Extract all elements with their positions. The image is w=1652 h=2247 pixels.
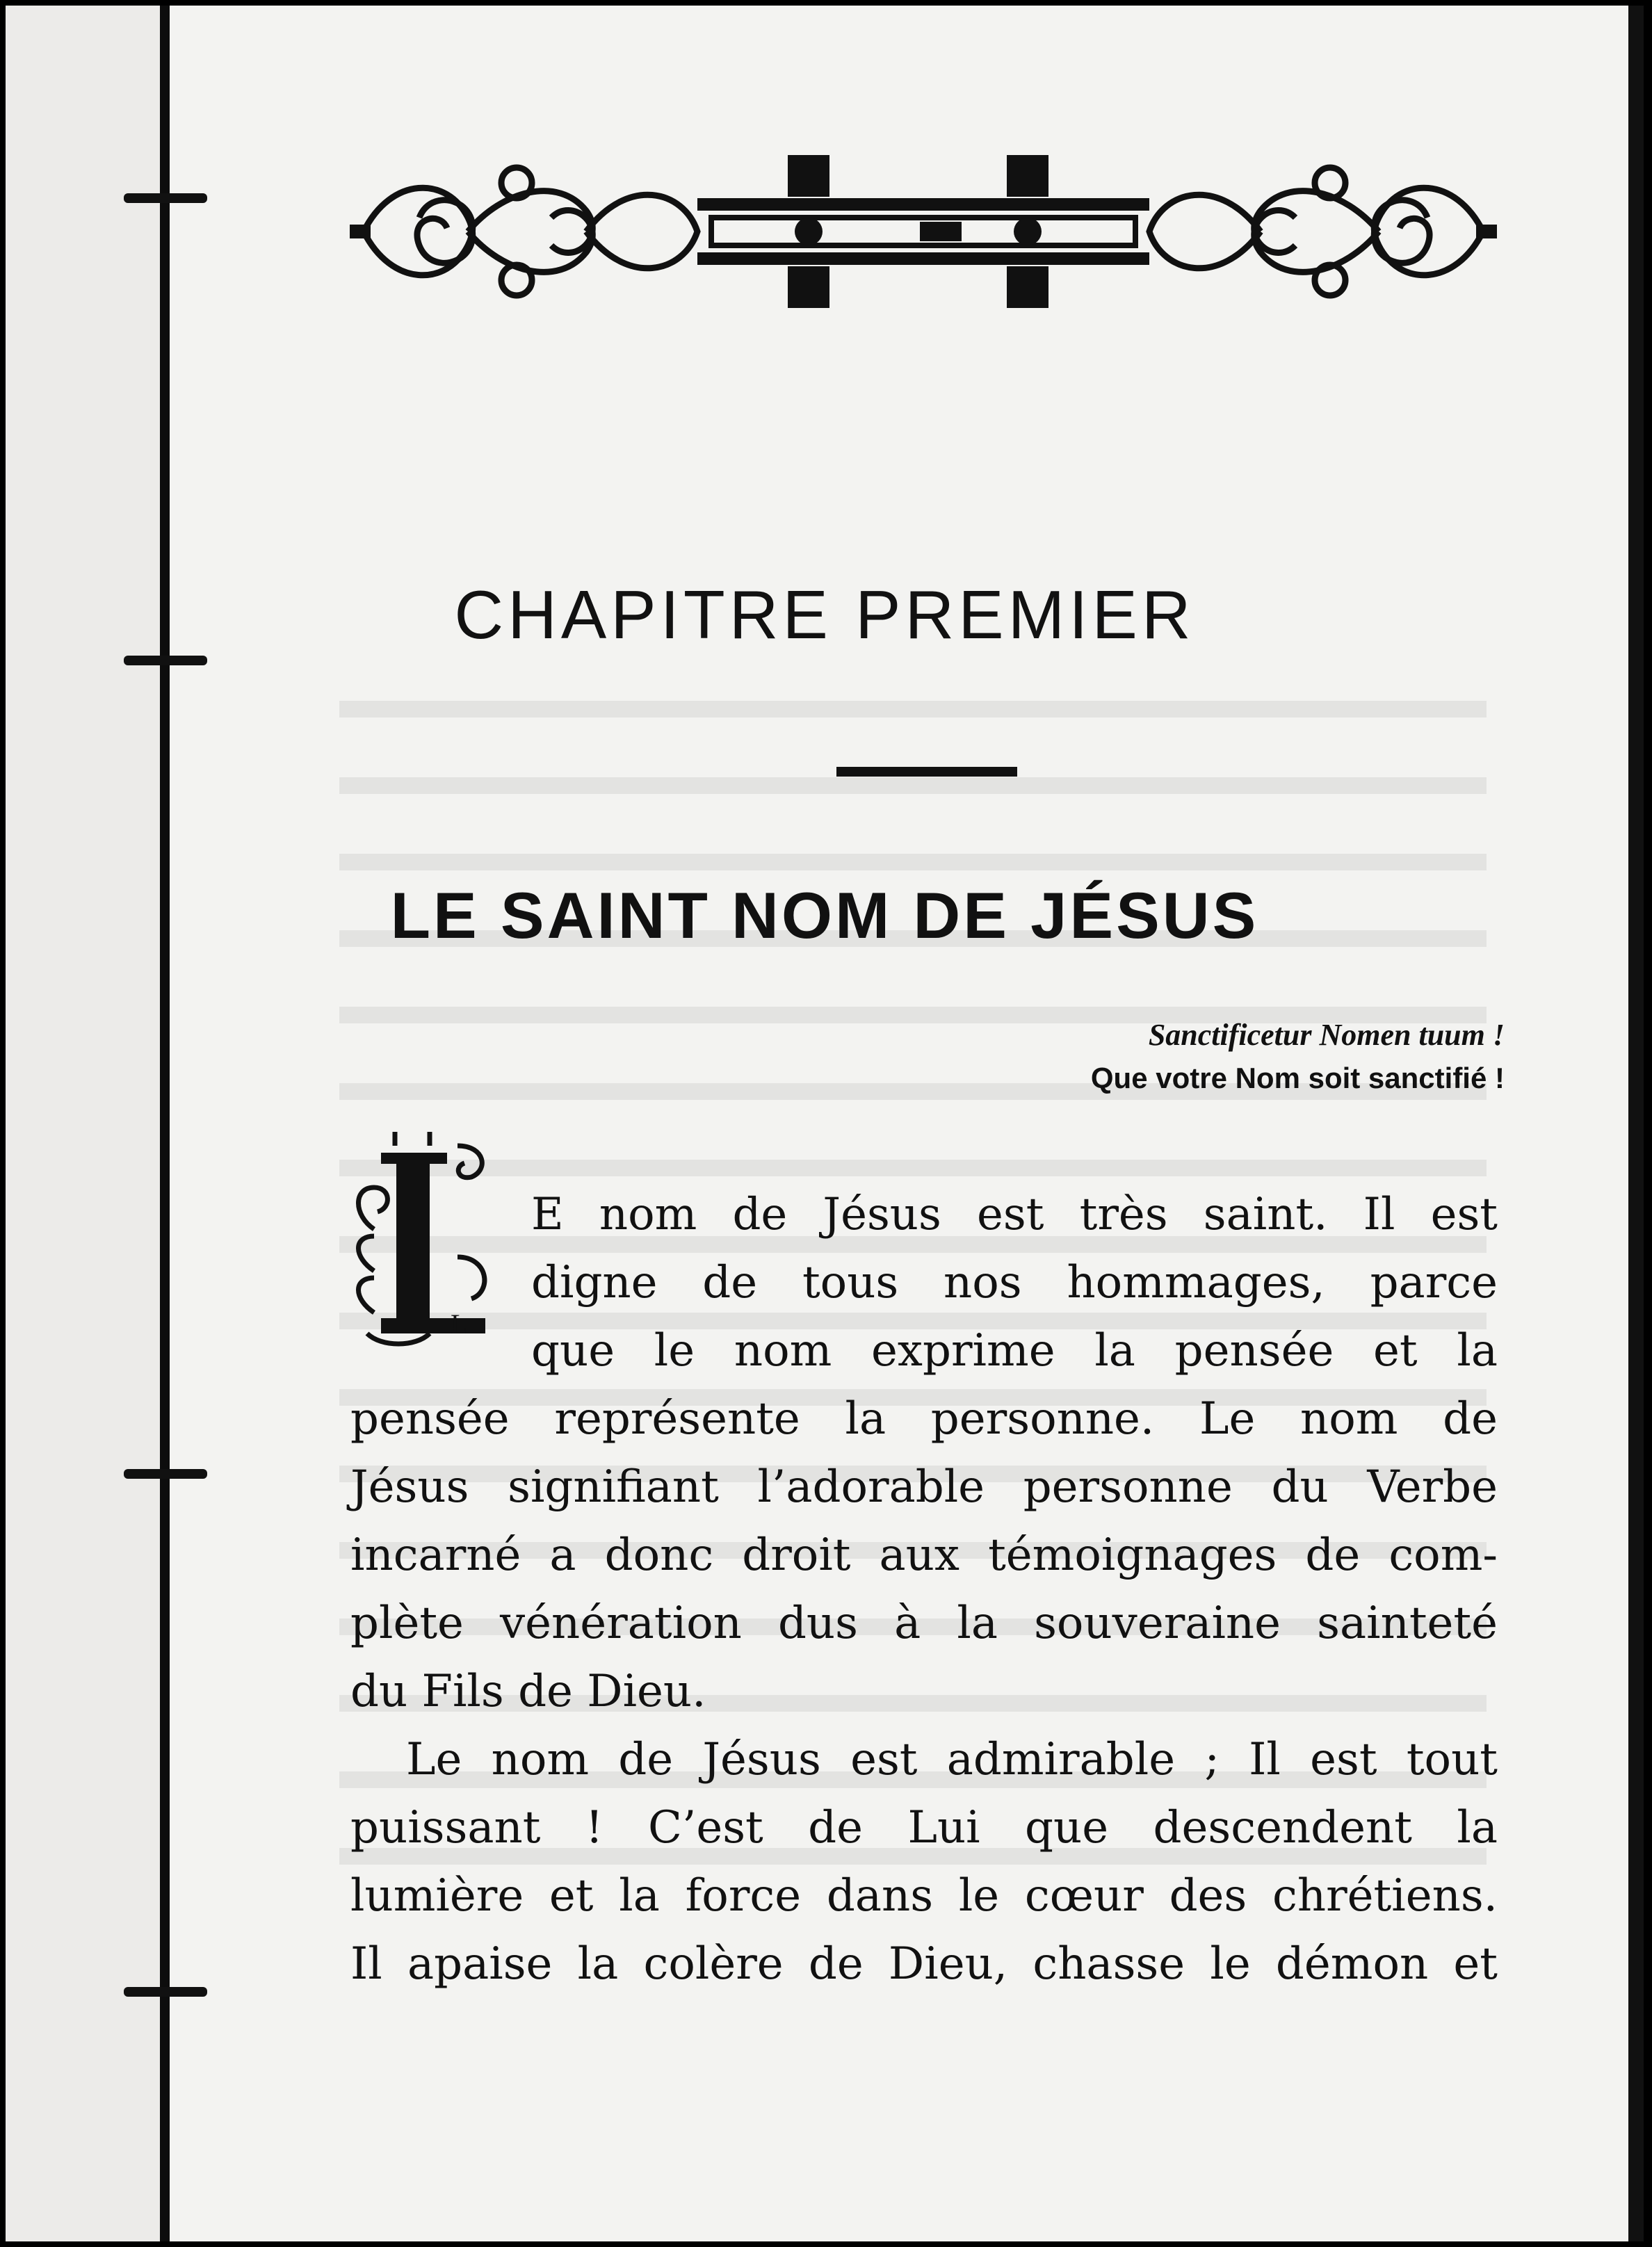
page-title: LE SAINT NOM DE JÉSUS (390, 879, 1259, 952)
text-line: incarné a donc droit aux témoignages de com- (350, 1530, 1498, 1581)
decorative-headpiece-ornament (350, 148, 1497, 315)
binding-line (160, 6, 170, 2241)
epigraph (1091, 1014, 1505, 1100)
text-line: E nom de Jésus est très saint. Il est (531, 1189, 1498, 1240)
text-line: puissant ! C’est de Lui que descendent la (350, 1802, 1498, 1853)
binding-stitch (124, 193, 207, 203)
heading-rule (836, 767, 1017, 777)
book-page (6, 6, 1644, 2241)
text-line: que le nom exprime la pensée et la (531, 1325, 1498, 1377)
dropcap-letter: L (451, 1308, 468, 1340)
text-line: Jésus signifiant l’adorable personne du Verbe (350, 1461, 1498, 1513)
text-line: du Fils de Dieu. (350, 1666, 706, 1717)
facing-page-edge (6, 6, 160, 2241)
binding-stitch (124, 1469, 207, 1479)
binding-stitch (124, 1987, 207, 1997)
text-line: Le nom de Jésus est admirable ; Il est tout (406, 1734, 1498, 1785)
binding-stitch (124, 656, 207, 665)
epigraph-french: Que votre Nom soit sanctifié ! (1090, 1062, 1505, 1094)
text-line: digne de tous nos hommages, parce (531, 1257, 1498, 1308)
body-text (350, 1181, 1498, 1998)
epigraph-latin: Sanctificetur Nomen tuum ! (1148, 1018, 1505, 1052)
text-line: Il apaise la colère de Dieu, chasse le démon et (350, 1938, 1498, 1990)
text-line: lumière et la force dans le cœur des chrétiens. (350, 1870, 1498, 1922)
text-line: plète vénération dus à la souveraine sainteté (350, 1598, 1498, 1649)
chapter-heading: CHAPITRE PREMIER (454, 576, 1195, 653)
text-line: pensée représente la personne. Le nom de (350, 1393, 1498, 1445)
